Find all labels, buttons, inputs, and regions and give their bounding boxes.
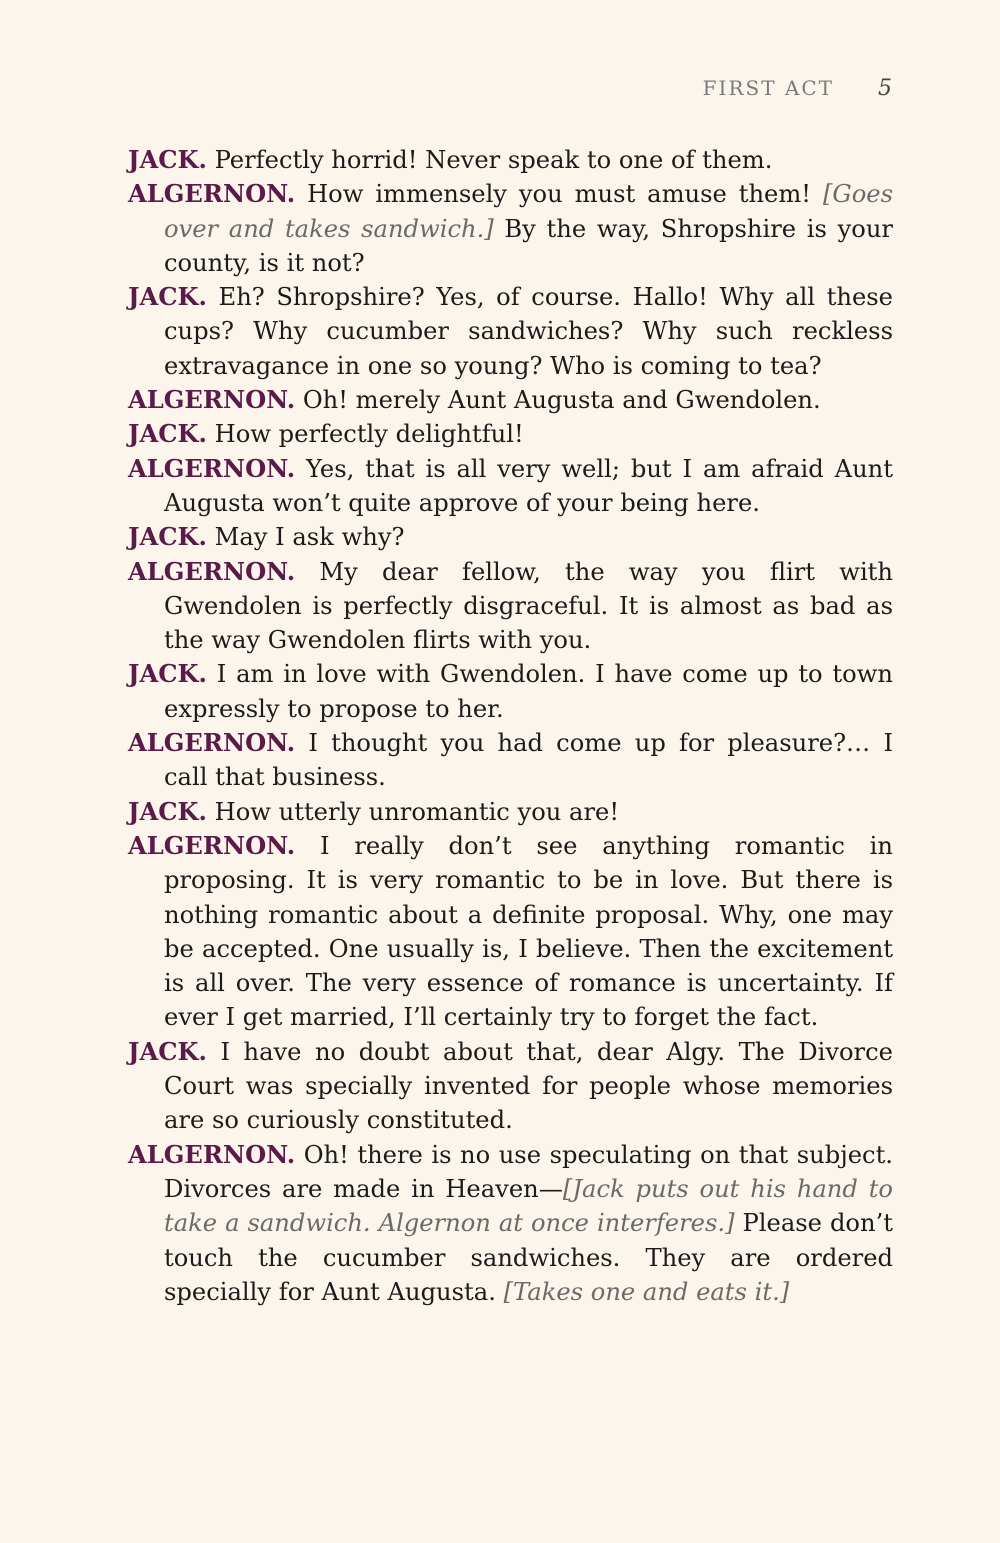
speech-paragraph	[128, 1035, 893, 1138]
stage-direction: [Takes one and eats it.]	[503, 1277, 790, 1306]
speech-paragraph	[128, 726, 893, 795]
speech-text: How perfectly delightful!	[214, 420, 524, 449]
speech-text: Yes, that is all very well; but I am afraid Aunt Augusta won’t quite approve of your being here.	[164, 454, 893, 517]
speaker-name: ALGERNON.	[128, 556, 296, 586]
speech-text: Oh! there is no use speculating on that subject. Divorces are made in Heaven—	[164, 1140, 893, 1203]
speech-paragraph	[128, 177, 893, 280]
speech-text: By the way, Shropshire is your county, is it not?	[164, 214, 893, 277]
speaker-name: JACK.	[128, 796, 207, 826]
speaker-name: JACK.	[128, 522, 207, 552]
speech-text: May I ask why?	[214, 523, 405, 552]
running-header	[703, 76, 892, 101]
speech-text: I thought you had come up for pleasure?… I call that business.	[164, 729, 893, 792]
speaker-name: JACK.	[128, 145, 207, 174]
speaker-name: JACK.	[128, 282, 207, 312]
speech-text: Oh! merely Aunt Augusta and Gwendolen.	[302, 386, 821, 415]
speaker-name: JACK.	[128, 1036, 207, 1066]
speech-paragraph	[128, 829, 893, 1035]
speech-paragraph	[128, 417, 893, 451]
speech-paragraph	[128, 555, 893, 658]
speech-paragraph	[128, 795, 893, 829]
stage-direction: [Goes over and takes sandwich.]	[164, 180, 893, 243]
speech-paragraph	[128, 143, 893, 177]
speaker-name: ALGERNON.	[128, 728, 296, 758]
speech-text: Please don’t touch the cucumber sandwiches. They are ordered specially for Aunt Augusta.	[164, 1209, 893, 1306]
speech-text: I am in love with Gwendolen. I have come up to town expressly to propose to her.	[164, 660, 893, 723]
speech-text: How immensely you must amuse them!	[307, 180, 823, 209]
speaker-name: JACK.	[128, 659, 207, 689]
speech-paragraph	[128, 520, 893, 554]
speech-paragraph	[128, 657, 893, 726]
speech-text: Perfectly horrid! Never speak to one of them.	[214, 146, 773, 174]
speech-text: I have no doubt about that, dear Algy. The Divorce Court was specially invented for people whose memories are so curiously constituted.	[164, 1037, 893, 1135]
act-title: FIRST ACT	[702, 76, 834, 100]
speaker-name: ALGERNON.	[128, 1139, 296, 1169]
speaker-name: ALGERNON.	[128, 385, 296, 415]
stage-direction: [Jack puts out his hand to take a sandwich. Algernon at once interferes.]	[164, 1174, 893, 1238]
speaker-name: ALGERNON.	[128, 830, 296, 860]
speech-text: How utterly unromantic you are!	[214, 797, 620, 826]
speech-paragraph	[128, 383, 893, 417]
speech-paragraph	[128, 452, 893, 521]
speaker-name: ALGERNON.	[128, 179, 296, 209]
speech-paragraph	[128, 280, 893, 383]
speech-text: Eh? Shropshire? Yes, of course. Hallo! Why all these cups? Why cucumber sandwiches? Why such reckless extravagance in one so young? Who is coming to tea?	[164, 283, 893, 380]
speaker-name: ALGERNON.	[128, 453, 296, 483]
speech-text: I really don’t see anything romantic in proposing. It is very romantic to be in love. But there is nothing romantic about a definite proposal. Why, one may be accepted. One usually is, I believe. Then the excitement is all over. The very essence of romance is uncertainty. If ever I get married, I’ll certainly try to forget the fact.	[164, 831, 893, 1032]
dialogue-body	[128, 143, 893, 1309]
speaker-name: JACK.	[128, 419, 207, 449]
speech-paragraph	[128, 1138, 893, 1309]
page-number: 5	[878, 76, 892, 101]
speech-text: My dear fellow, the way you flirt with Gwendolen is perfectly disgraceful. It is almost as bad as the way Gwendolen flirts with you.	[164, 557, 893, 655]
